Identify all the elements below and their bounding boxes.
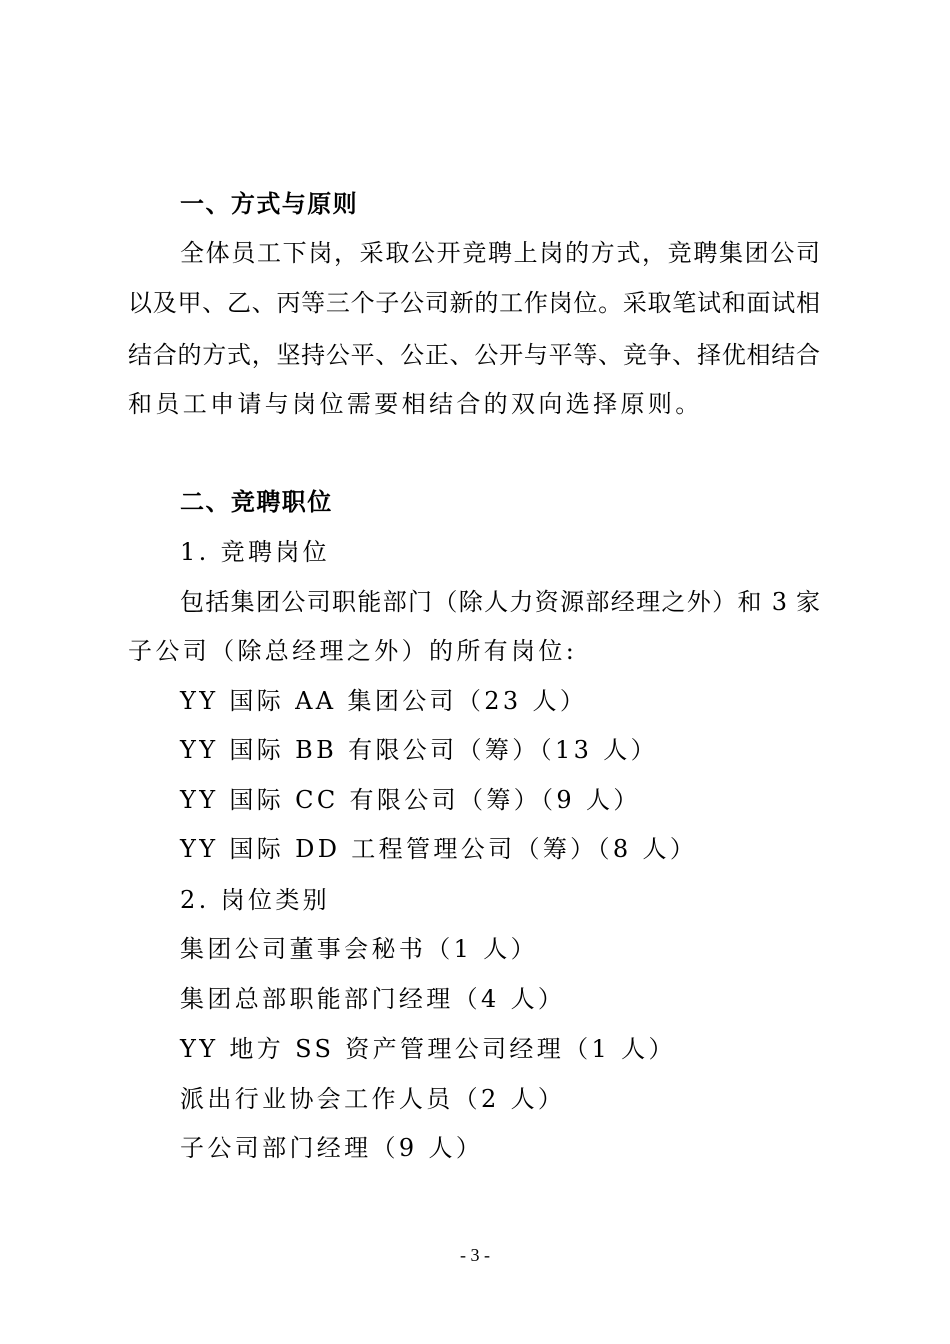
category-list-item: 集团公司董事会秘书（1 人）: [180, 935, 538, 963]
section1-paragraph-line-1: 全体员工下岗，采取公开竞聘上岗的方式，竞聘集团公司: [180, 239, 820, 267]
section1-paragraph-line-4: 和员工申请与岗位需要相结合的双向选择原则。: [128, 390, 703, 418]
category-list-item: YY 地方 SS 资产管理公司经理（1 人）: [180, 1035, 676, 1063]
category-list-item: 派出行业协会工作人员（2 人）: [180, 1085, 566, 1113]
subsection-title-categories: 2. 岗位类别: [180, 886, 331, 914]
company-list-item: YY 国际 DD 工程管理公司（筹）（8 人）: [180, 835, 698, 863]
subsection-title-positions: 1. 竞聘岗位: [180, 538, 331, 566]
section1-paragraph-line-2: 以及甲、乙、丙等三个子公司新的工作岗位。采取笔试和面试相: [128, 289, 820, 317]
positions-paragraph-line-1: 包括集团公司职能部门（除人力资源部经理之外）和 3 家: [180, 588, 820, 616]
company-list-item: YY 国际 BB 有限公司（筹）（13 人）: [180, 736, 658, 764]
page-number: - 3 -: [460, 1245, 490, 1265]
section2-heading: 二、竞聘职位: [180, 488, 333, 516]
section1-paragraph-line-3: 结合的方式，坚持公平、公正、公开与平等、竞争、择优相结合: [128, 341, 820, 369]
positions-paragraph-line-2: 子公司（除总经理之外）的所有岗位:: [128, 637, 578, 665]
category-list-item: 集团总部职能部门经理（4 人）: [180, 985, 566, 1013]
section1-heading: 一、方式与原则: [180, 190, 359, 218]
company-list-item: YY 国际 CC 有限公司（筹）（9 人）: [180, 786, 641, 814]
category-list-item: 子公司部门经理（9 人）: [180, 1134, 484, 1162]
company-list-item: YY 国际 AA 集团公司（23 人）: [180, 687, 588, 715]
